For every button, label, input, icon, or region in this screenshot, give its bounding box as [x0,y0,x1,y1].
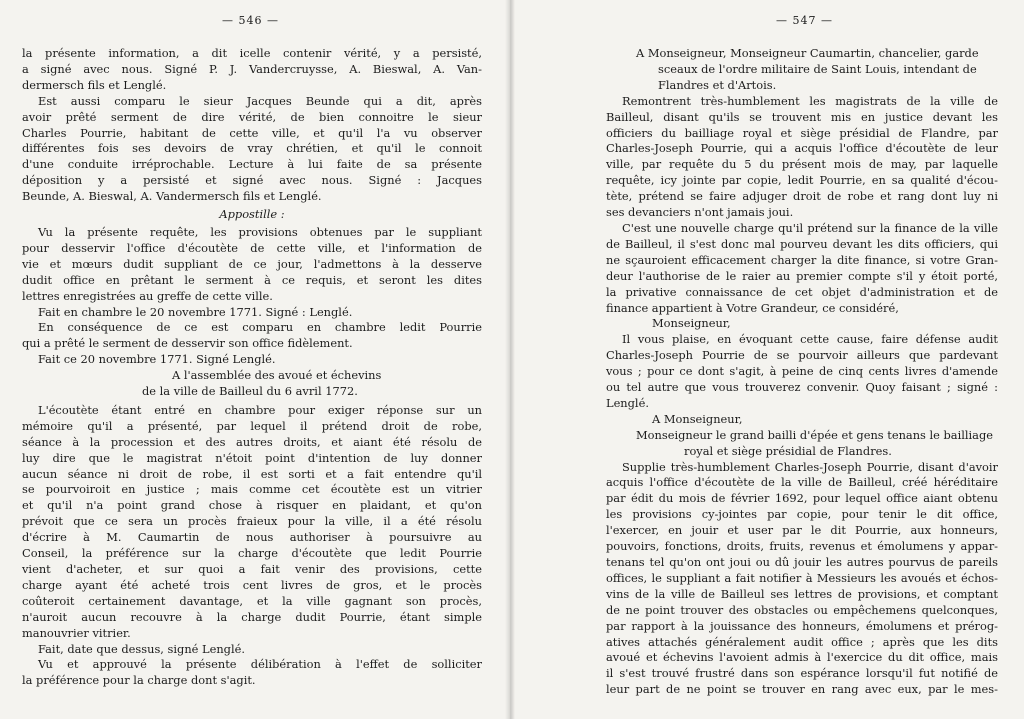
salutation: A Monseigneur, [652,411,743,426]
text-line: En conséquence de ce est comparu en chambre ledit Pourrie [38,320,482,335]
text-line: prévoit que ce sera un procès fraieux pour la ville, il a été résolu [22,514,482,529]
salutation: Monseigneur, [652,316,731,331]
assembly-heading: A l'assemblée des avoué et échevins [172,368,382,383]
text-line: différentes fois ses devoirs de vray chrétien, et qu'il le connoit [22,141,482,156]
text-line: Conseil, la préférence sur la charge d'écoutète que ledit Pourrie [22,546,482,561]
right-page-text [606,46,998,698]
text-line: séance à la procession et des autres droits, et aiant été résolu de [22,434,482,449]
page-number-right: — 547 — [776,14,833,27]
text-line: Charles-Joseph Pourrie de se pourvoir ailleurs que pardevant [606,348,998,363]
text-line: Charles-Joseph Pourrie, qui a acquis l'office d'écoutète de leur [606,141,998,156]
text-line: Fait, date que dessus, signé Lenglé. [38,641,245,656]
text-line: lettres enregistrées au greffe de cette ville. [22,288,273,303]
text-line: officiers du bailliage royal et siège présidial de Flandre, par [606,125,998,140]
text-line: qui a prêté le serment de desservir son office fidèlement. [22,336,353,351]
text-line: Bailleul, disant qu'ils se trouvent mis en justice devant les [606,109,998,124]
text-line: finance appartient à Votre Grandeur, ce considéré, [606,300,899,315]
text-line: a signé avec nous. Signé P. J. Vandercruysse, A. Bieswal, A. Van- [22,61,482,76]
assembly-heading: de la ville de Bailleul du 6 avril 1772. [142,384,358,399]
section-heading: Appostille : [219,207,285,222]
address-line: sceaux de l'ordre militaire de Saint Louis, intendant de [658,61,977,76]
text-line: pouvoirs, fonctions, droits, fruits, revenus et émolumens y appar- [606,539,998,554]
text-line: la présente information, a dit icelle contenir vérité, y a persisté, [22,46,482,60]
text-line: de Bailleul, il s'est donc mal pourveu devant les dits officiers, qui [606,236,998,251]
text-line: Beunde, A. Bieswal, A. Vandermersch fils et Lenglé. [22,189,322,204]
text-line: Supplie très-humblement Charles-Joseph Pourrie, disant d'avoir [622,459,998,474]
address-line: Flandres et d'Artois. [658,77,777,92]
text-line: l'exercer, en jouir et user par le dit Pourrie, aux honneurs, [606,523,998,538]
text-line: tenans tel qu'on ont joui ou dû jouir les autres pourvus de pareils [606,555,998,569]
address-line: royal et siège présidial de Flandres. [684,443,892,458]
text-line: dermersch fils et Lenglé. [22,77,167,92]
text-line: Est aussi comparu le sieur Jacques Beunde qui a dit, après [38,93,482,108]
text-line: mémoire qu'il a présenté, par lequel il prétend droit de robe, [22,418,482,433]
text-line: acquis l'office d'écoutète de la ville de Bailleul, créé héréditaire [606,475,998,490]
text-line: vient d'acheter, et sur quoi a fait venir des provisions, cette [22,562,482,576]
text-line: deur l'authorise de le raier au premier compte s'il y étoit porté, [606,268,998,283]
text-line: les provisions cy-jointes par copie, pour tenir le dit office, [606,507,998,522]
text-line: et qu'il n'a point grand chose à risquer en plaidant, et qu'on [22,498,482,513]
text-line: déposition y a persisté et signé avec nous. Signé : Jacques [22,173,482,188]
text-line: ou tel autre que vous trouverez convenir. Quoy faisant ; signé : [606,380,998,395]
text-line: luy dire que le magistrat n'étoit point d'intention de luy donner [22,450,482,465]
text-line: n'auroit aucun recouvre à la charge dudit Pourrie, étant simple [22,609,482,624]
address-line: Monseigneur le grand bailli d'épée et gens tenans le bailliage [636,427,993,442]
text-line: avoir prêté serment de dire vérité, de bien connoitre le sieur [22,109,482,124]
page-number-left: — 546 — [222,14,279,27]
text-line: la préférence pour la charge dont s'agit. [22,673,256,688]
text-line: Vu la présente requête, les provisions obtenues par le suppliant [38,224,482,239]
text-line: ville, par requête du 5 du présent mois de may, par laquelle [606,157,998,172]
text-line: avoué et échevins l'avoient admis à l'exercice du dit office, mais [606,650,998,665]
text-line: se pourvoiroit en justice ; mais comme cet écoutète est un vitrier [22,482,482,497]
text-line: Il vous plaise, en évoquant cette cause, faire défense audit [622,332,998,347]
book-gutter [505,0,515,719]
text-line: vous ; pour ce dont s'agit, à peine de cinq cents livres d'amende [606,364,998,379]
text-line: d'une conduite irréprochable. Lecture à lui faite de sa présente [22,157,482,172]
text-line: dudit office en prêtant le serment à ce requis, et seront les dites [22,272,482,287]
text-line: coûteroit certainement davantage, et la ville gagnant son procès, [22,593,482,608]
text-line: par rapport à la jouissance des honneurs, émolumens et prérog- [606,618,998,633]
text-line: offices, le suppliant a fait notifier à Messieurs les avoués et échos- [606,570,998,585]
text-line: Vu et approuvé la présente délibération à l'effet de solliciter [38,657,482,672]
text-line: de ne point trouver des obstacles ou empêchemens quelconques, [606,602,998,617]
text-line: vins de la ville de Bailleul ses lettres de provisions, et comptant [606,586,998,601]
text-line: C'est une nouvelle charge qu'il prétend sur la finance de la ville [622,220,998,235]
right-page [606,0,998,719]
text-line: requête, icy jointe par copie, ledit Pourrie, en sa qualité d'écou- [606,173,998,188]
text-line: L'écoutète étant entré en chambre pour exiger réponse sur un [38,402,482,417]
text-line: Charles Pourrie, habitant de cette ville, et qu'il l'a vu observer [22,125,482,140]
address-line: A Monseigneur, Monseigneur Caumartin, chancelier, garde [636,46,979,60]
text-line: ses devanciers n'ont jamais joui. [606,205,794,220]
text-line: d'écrire à M. Caumartin de nous authoriser à poursuivre au [22,530,482,545]
left-page [22,0,482,719]
left-page-text [22,46,482,689]
text-line: la privative connaissance de cet objet d'administration et de [606,284,998,299]
text-line: vie et mœurs dudit suppliant de ce jour, l'admettons à la desserve [22,256,482,271]
text-line: Fait ce 20 novembre 1771. Signé Lenglé. [38,352,276,367]
text-line: Fait en chambre le 20 novembre 1771. Signé : Lenglé. [38,304,353,319]
text-line: charge ayant été acheté trois cent livres de gros, et le procès [22,577,482,592]
text-line: pour desservir l'office d'écoutète de cette ville, et l'information de [22,240,482,255]
text-line: leur part de ne point se trouver en rang avec eux, par le mes- [606,682,998,697]
text-line: atives attachés généralement audit office ; après que les dits [606,634,998,649]
text-line: Remontrent très-humblement les magistrats de la ville de [622,93,998,108]
text-line: Lenglé. [606,395,649,410]
text-line: par édit du mois de février 1692, pour lequel office aiant obtenu [606,491,998,506]
text-line: tète, prétend se faire adjuger droit de robe et rang dont luy ni [606,189,998,204]
text-line: aucun séance ni droit de robe, il est sorti et a fait entendre qu'il [22,466,482,481]
text-line: il s'est trouvé frustré dans son espérance lorsqu'il fut notifié de [606,666,998,681]
text-line: manouvrier vitrier. [22,625,131,640]
text-line: ne sçauroient efficacement charger la dite finance, si votre Gran- [606,252,998,267]
